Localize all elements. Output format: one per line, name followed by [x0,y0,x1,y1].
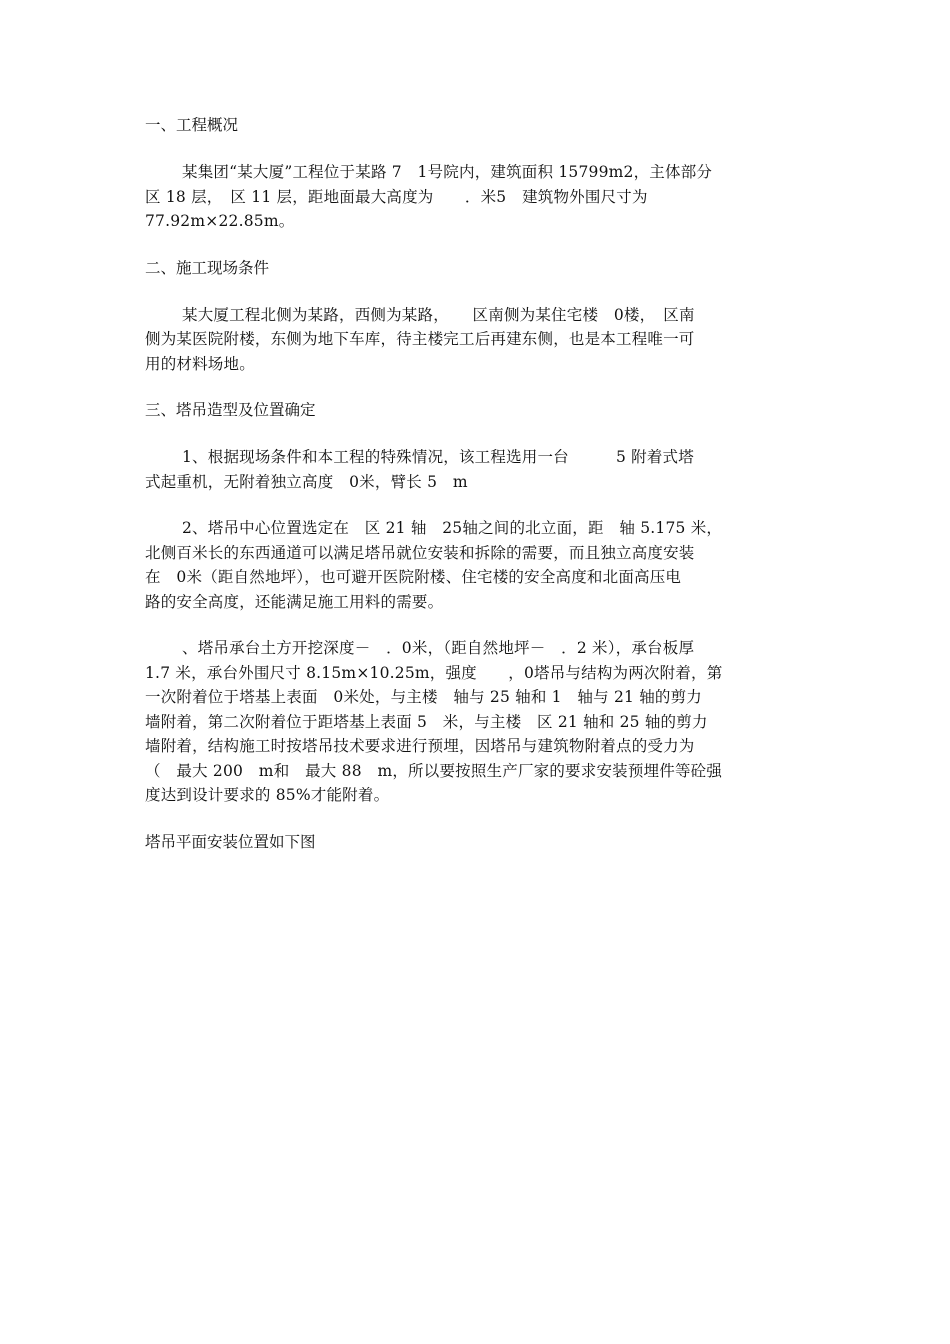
section-3-paragraph-3 [145,636,813,808]
section-1-paragraph [145,160,813,234]
paragraph-line: 侧为某医院附楼，东侧为地下车库，待主楼完工后再建东侧，也是本工程唯一可 [145,330,695,348]
paragraph-line: 77.92m×22.85m。 [145,212,295,230]
paragraph-line: 墙附着，第二次附着位于距塔基上表面 5 米，与主楼 区 21 轴和 25 轴的剪力 [145,712,708,731]
paragraph-line: 、塔吊承台土方开挖深度－ ．0米，（距自然地坪－ ．2 米），承台板厚 [182,639,695,657]
section-2-heading: 二、施工现场条件 [145,258,270,277]
paragraph-line: 式起重机，无附着独立高度 0米，臂长 5 m [145,472,468,491]
paragraph-line: 北侧百米长的东西通道可以满足塔吊就位安装和拆除的需要，而且独立高度安装 [145,543,695,562]
paragraph-line: 墙附着，结构施工时按塔吊技术要求进行预埋，因塔吊与建筑物附着点的受力为 [145,737,695,755]
paragraph-line: 度达到设计要求的 85%才能附着。 [145,786,390,804]
figure-caption: 塔吊平面安装位置如下图 [145,832,316,851]
paragraph-line: 在 0米（距自然地坪），也可避开医院附楼、住宅楼的安全高度和北面高压电 [145,568,682,586]
section-3-paragraph-2 [145,516,813,614]
paragraph-line: 某大厦工程北侧为某路，西侧为某路， 区南侧为某住宅楼 0楼， 区南 [182,305,695,324]
section-3-paragraph-1 [145,445,813,494]
paragraph-line: 用的材料场地。 [145,354,255,373]
paragraph-line: （ 最大 200 m和 最大 88 m，所以要按照生产厂家的要求安装预埋件等砼强 [145,761,723,780]
section-1-heading: 一、工程概况 [145,116,239,134]
paragraph-line: 2、塔吊中心位置选定在 区 21 轴 25轴之间的北立面，距 轴 5.175 米， [182,519,723,537]
section-3-heading: 三、塔吊造型及位置确定 [145,401,316,419]
section-2-paragraph [145,303,813,377]
paragraph-line: 1、根据现场条件和本工程的特殊情况，该工程选用一台 5 附着式塔 [182,448,694,466]
paragraph-line: 路的安全高度，还能满足施工用料的需要。 [145,592,444,611]
paragraph-line: 一次附着位于塔基上表面 0米处，与主楼 轴与 25 轴和 1 轴与 21 轴的剪力 [145,688,703,706]
document-body [145,113,813,854]
paragraph-line: 区 18 层， 区 11 层，距地面最大高度为 ．米5 建筑物外围尺寸为 [145,187,648,206]
paragraph-line: 某集团“某大厦”工程位于某路 7 1号院内，建筑面积 15799m2，主体部分 [182,163,713,181]
paragraph-line: 1.7 米，承台外围尺寸 8.15m×10.25m，强度 ，0塔吊与结构为两次附着，第 [145,663,723,682]
